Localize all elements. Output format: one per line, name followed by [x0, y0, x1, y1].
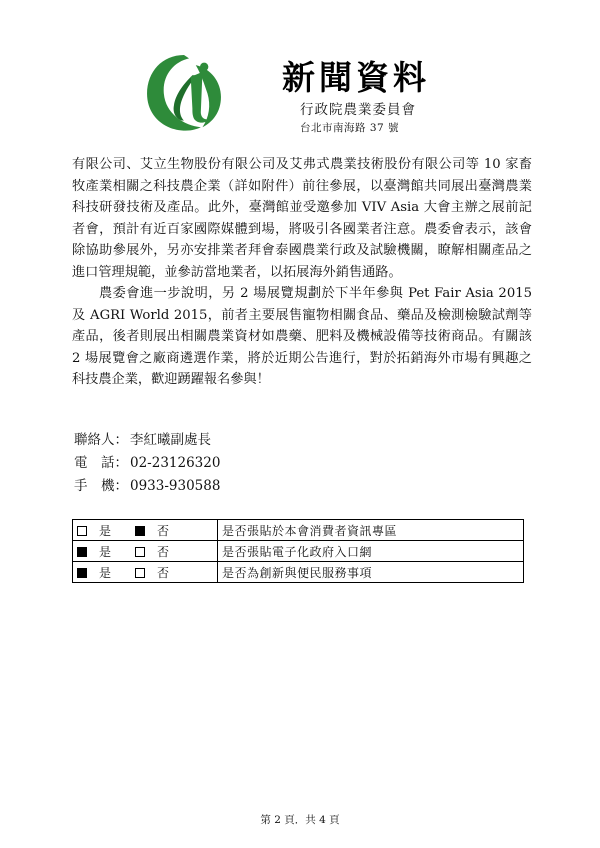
contact-mobile: [74, 475, 220, 498]
table-row: [73, 520, 524, 541]
contact-label: 手 機：: [74, 478, 128, 494]
press-header: [0, 0, 600, 140]
contact-value: 0933-930588: [130, 478, 221, 494]
checklist-description: 是否張貼電子化政府入口網: [218, 541, 524, 562]
page-footer: 第 2 頁．共 4 頁: [260, 814, 340, 826]
agency-address: 台北市南海路 37 號: [300, 122, 400, 134]
yes-label: 是: [99, 544, 112, 559]
yes-label: 是: [99, 565, 112, 580]
yes-checkbox[interactable]: [77, 547, 87, 557]
no-label: 否: [157, 565, 170, 580]
no-label: 否: [157, 544, 170, 559]
body-paragraph-2: 農委會進一步說明，另 2 場展覽規劃於下半年參與 Pet Fair Asia 2015 及 AGRI World 2015，前者主要展售寵物相關食品、藥品及檢測檢驗試劑等產品，後者則展出相關農業資材如農藥、肥料及機械設備等技術商品。有關該 2 場展覽會之廠商遴選作業，將於近期公告進行，對於拓銷海外市場有興趣之科技農企業，歡迎踴躍報名參與！: [72, 286, 532, 387]
checklist-description: 是否為創新與便民服務事項: [218, 562, 524, 583]
checklist-options: [73, 541, 218, 562]
yes-checkbox[interactable]: [77, 526, 87, 536]
checklist-options: [73, 562, 218, 583]
contact-label: 聯絡人：: [74, 432, 128, 448]
checklist-options: [73, 520, 218, 541]
table-row: [73, 541, 524, 562]
yes-label: 是: [99, 523, 112, 538]
contact-info: [74, 429, 220, 498]
checklist-description: 是否張貼於本會消費者資訊專區: [218, 520, 524, 541]
contact-person: [74, 429, 220, 452]
coa-logo-icon: [142, 50, 226, 134]
no-label: 否: [157, 523, 170, 538]
agency-name: 行政院農業委員會: [300, 102, 416, 118]
table-row: [73, 562, 524, 583]
body-paragraph-1: 有限公司、艾立生物股份有限公司及艾弗式農業技術股份有限公司等 10 家畜牧產業相關之科技農企業（詳如附件）前往參展，以臺灣館共同展出臺灣農業科技研發技術及產品。此外，臺灣館並受邀參加 VIV Asia 大會主辦之展前記者會，預計有近百家國際媒體到場，將吸引各國業者注意。農委會表示，該會除協助參展外，另亦安排業者拜會泰國農業行政及試驗機關，瞭解相關產品之進口管理規範，並參訪當地業者，以拓展海外銷售通路。: [72, 157, 532, 280]
no-checkbox[interactable]: [135, 526, 145, 536]
page-title: 新聞資料: [282, 58, 430, 97]
no-checkbox[interactable]: [135, 568, 145, 578]
press-body: [72, 154, 532, 391]
contact-label: 電 話：: [74, 455, 128, 471]
no-checkbox[interactable]: [135, 547, 145, 557]
contact-value: 02-23126320: [130, 455, 221, 471]
yes-checkbox[interactable]: [77, 568, 87, 578]
contact-phone: [74, 452, 220, 475]
contact-value: 李紅曦副處長: [130, 432, 211, 448]
publication-checklist: [72, 519, 524, 583]
